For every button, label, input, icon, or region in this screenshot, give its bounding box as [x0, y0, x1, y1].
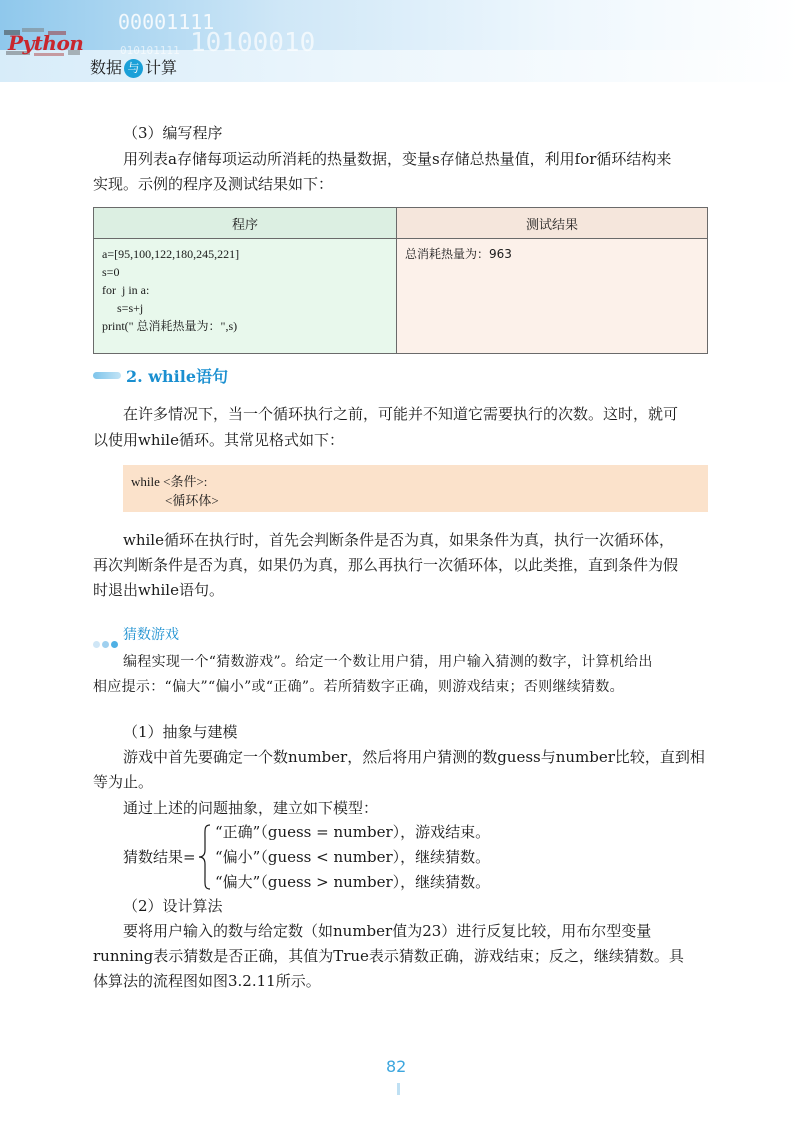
while-syntax-line2: <循环体> — [165, 493, 219, 508]
model-case-correct: “正确”（guess = number），游戏结束。 — [215, 823, 491, 841]
while-intro-line2: 以使用while循环。其常见格式如下： — [93, 431, 344, 449]
header-binary-3: 010101111 — [120, 44, 180, 57]
step3-para-line2: 实现。示例的程序及测试结果如下： — [93, 175, 334, 193]
table-header-program: 程序 — [94, 208, 397, 239]
chapter-title — [90, 55, 177, 78]
step1-heading: （1）抽象与建模 — [123, 723, 238, 741]
step2-line1: 要将用户输入的数与给定数（如number值为23）进行反复比较，用布尔型变量 — [123, 922, 652, 940]
program-code-cell — [94, 239, 397, 354]
code-line: s=0 — [102, 265, 120, 279]
code-line: print(" 总消耗热量为：",s) — [102, 319, 238, 333]
step1-line2: 等为止。 — [93, 773, 154, 791]
code-line: for j in a: — [102, 283, 150, 297]
while-section-title: 2. while语句 — [126, 367, 229, 386]
step3-heading: （3）编写程序 — [123, 124, 223, 142]
while-syntax-box — [123, 465, 708, 512]
while-syntax-line1: while <条件>: — [131, 474, 208, 489]
table-header-row — [94, 208, 708, 239]
page-tick — [397, 1083, 400, 1095]
while-desc-line3: 时退出while语句。 — [93, 581, 224, 599]
while-intro-line1: 在许多情况下，当一个循环执行之前，可能并不知道它需要执行的次数。这时，就可 — [123, 405, 679, 423]
model-case-small: “偏小”（guess < number），继续猜数。 — [215, 848, 491, 866]
model-label: 猜数结果= — [123, 848, 196, 866]
header-binary-1: 00001111 — [118, 10, 215, 34]
game-title: 猜数游戏 — [123, 627, 179, 643]
result-cell — [397, 239, 708, 354]
code-line: s=s+j — [102, 301, 144, 315]
while-desc-line2: 再次判断条件是否为真，如果仍为真，那么再执行一次循环体，以此类推，直到条件为假 — [93, 556, 679, 574]
step3-para-line1: 用列表a存储每项运动所消耗的热量数据，变量s存储总热量值，利用for循环结构来 — [123, 150, 672, 168]
game-desc-line1: 编程实现一个“猜数游戏”。给定一个数让用户猜，用户输入猜测的数字，计算机给出 — [123, 654, 653, 670]
bullet-dots-icon — [93, 633, 120, 652]
step2-heading: （2）设计算法 — [123, 897, 223, 915]
chapter-title-left: 数据 — [90, 58, 123, 77]
program-table — [93, 207, 708, 354]
chapter-title-circle: 与 — [124, 59, 143, 78]
section-marker-icon — [93, 372, 121, 379]
header-binary-2: 10100010 — [190, 28, 316, 58]
while-desc-line1: while循环在执行时，首先会判断条件是否为真，如果条件为真，执行一次循环体， — [123, 531, 674, 549]
model-case-big: “偏大”（guess > number），继续猜数。 — [215, 873, 491, 891]
result-text: 总消耗热量为：963 — [405, 247, 512, 261]
step2-line2: running表示猜数是否正确，其值为True表示猜数正确，游戏结束；反之，继续猜数。具 — [93, 947, 684, 965]
code-line: a=[95,100,122,180,245,221] — [102, 247, 240, 261]
game-desc-line2: 相应提示：“偏大”“偏小”或“正确”。若所猜数字正确，则游戏结束；否则继续猜数。 — [93, 679, 624, 695]
table-row — [94, 239, 708, 354]
logo-wordmark: Python — [8, 31, 84, 55]
step1-line1: 游戏中首先要确定一个数number，然后将用户猜测的数guess与number比较，直到相 — [123, 748, 705, 766]
page-number: 82 — [386, 1057, 407, 1076]
step2-line3: 体算法的流程图如图3.2.11所示。 — [93, 972, 321, 990]
curly-brace-icon — [198, 824, 212, 890]
model-intro: 通过上述的问题抽象，建立如下模型： — [123, 799, 379, 817]
table-header-result: 测试结果 — [397, 208, 708, 239]
chapter-title-right: 计算 — [145, 58, 178, 77]
